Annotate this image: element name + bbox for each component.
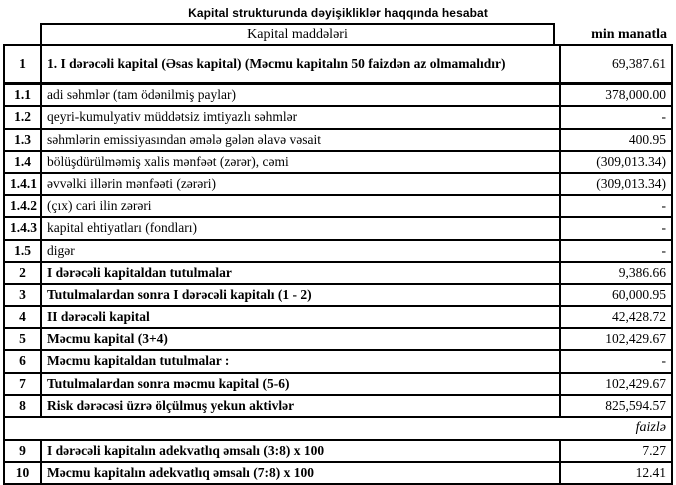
unit-note-row bbox=[4, 417, 672, 440]
row-label-cell: əvvəlki illərin mənfəəti (zərəri) bbox=[41, 173, 560, 195]
row-label-cell: digər bbox=[41, 240, 560, 262]
row-number-cell: 7 bbox=[4, 373, 41, 395]
table-row bbox=[4, 240, 672, 262]
row-value-cell: - bbox=[560, 350, 672, 372]
row-number-cell: 5 bbox=[4, 328, 41, 350]
row-label-cell: II dərəcəli kapital bbox=[41, 306, 560, 328]
table-row bbox=[4, 151, 672, 173]
row-number-cell: 1.4.2 bbox=[4, 195, 41, 217]
row-number-cell: 1.1 bbox=[4, 84, 41, 107]
table-row bbox=[4, 84, 672, 107]
row-value-cell: 378,000.00 bbox=[560, 84, 672, 107]
row-label-cell: səhmlərin emissiyasından əmələ gələn əlavə vəsait bbox=[41, 129, 560, 151]
row-number-cell: 10 bbox=[4, 462, 41, 484]
table-row bbox=[4, 350, 672, 372]
row-label-cell: Məcmu kapital (3+4) bbox=[41, 328, 560, 350]
row-value-cell: 42,428.72 bbox=[560, 306, 672, 328]
table-row bbox=[4, 395, 672, 417]
table-row bbox=[4, 462, 672, 484]
table-row bbox=[4, 217, 672, 239]
table-row bbox=[4, 129, 672, 151]
header-unit-label: min manatla bbox=[591, 27, 667, 42]
row-value-cell: - bbox=[560, 240, 672, 262]
table-row bbox=[4, 106, 672, 128]
row-label-cell: Məcmu kapitaldan tutulmalar : bbox=[41, 350, 560, 372]
report-title: Kapital strukturunda dəyişikliklər haqqında hesabat bbox=[188, 6, 488, 20]
row-value-cell: 9,386.66 bbox=[560, 262, 672, 284]
row-number-cell: 4 bbox=[4, 306, 41, 328]
row-number-cell: 1.2 bbox=[4, 106, 41, 128]
row-number-cell: 6 bbox=[4, 350, 41, 372]
table-header bbox=[3, 23, 673, 44]
row-value-cell: (309,013.34) bbox=[560, 173, 672, 195]
row-number-cell: 1.4 bbox=[4, 151, 41, 173]
row-value-cell: 102,429.67 bbox=[560, 328, 672, 350]
row-label-cell: adi səhmlər (tam ödənilmiş paylar) bbox=[41, 84, 560, 107]
row-number-cell: 1.3 bbox=[4, 129, 41, 151]
row-number-cell: 1.5 bbox=[4, 240, 41, 262]
row-label-cell: Məcmu kapitalın adekvatlıq əmsalı (7:8) x 100 bbox=[41, 462, 560, 484]
row-label-cell: kapital ehtiyatları (fondları) bbox=[41, 217, 560, 239]
table-row bbox=[4, 262, 672, 284]
row-label-cell: Tutulmalardan sonra məcmu kapital (5-6) bbox=[41, 373, 560, 395]
capital-structure-table bbox=[3, 44, 673, 485]
header-spacer-cell bbox=[3, 23, 40, 44]
table-row bbox=[4, 440, 672, 462]
row-label-cell: I dərəcəli kapitalın adekvatlıq əmsalı (3:8) x 100 bbox=[41, 440, 560, 462]
table-row bbox=[4, 306, 672, 328]
row-number-cell: 2 bbox=[4, 262, 41, 284]
row-value-cell: 825,594.57 bbox=[560, 395, 672, 417]
table-row bbox=[4, 195, 672, 217]
row-number-cell: 3 bbox=[4, 284, 41, 306]
row-value-cell: 69,387.61 bbox=[560, 45, 672, 84]
row-label-cell: qeyri-kumulyativ müddətsiz imtiyazlı səhmlər bbox=[41, 106, 560, 128]
row-value-cell: 400.95 bbox=[560, 129, 672, 151]
row-label-cell: Risk dərəcəsi üzrə ölçülmuş yekun aktivlər bbox=[41, 395, 560, 417]
row-value-cell: - bbox=[560, 217, 672, 239]
table-row bbox=[4, 173, 672, 195]
row-value-cell: 12.41 bbox=[560, 462, 672, 484]
row-label-cell: I dərəcəli kapitaldan tutulmalar bbox=[41, 262, 560, 284]
row-value-cell: 102,429.67 bbox=[560, 373, 672, 395]
row-label-cell: bölüşdürülməmiş xalis mənfəət (zərər), cəmi bbox=[41, 151, 560, 173]
row-number-cell: 8 bbox=[4, 395, 41, 417]
row-label-cell: Tutulmalardan sonra I dərəcəli kapitalı (1 - 2) bbox=[41, 284, 560, 306]
table-row bbox=[4, 373, 672, 395]
row-value-cell: (309,013.34) bbox=[560, 151, 672, 173]
row-number-cell: 1.4.1 bbox=[4, 173, 41, 195]
row-number-cell: 1 bbox=[4, 45, 41, 84]
row-number-cell: 9 bbox=[4, 440, 41, 462]
row-label-cell: 1. I dərəcəli kapital (Əsas kapital) (Məcmu kapitalın 50 faizdən az olmamalıdır) bbox=[41, 45, 560, 84]
unit-note-cell: faizlə bbox=[4, 417, 672, 440]
table-row bbox=[4, 45, 672, 84]
header-items-label: Kapital maddələri bbox=[40, 23, 555, 44]
row-value-cell: 7.27 bbox=[560, 440, 672, 462]
table-row bbox=[4, 284, 672, 306]
row-value-cell: - bbox=[560, 106, 672, 128]
row-number-cell: 1.4.3 bbox=[4, 217, 41, 239]
table-body bbox=[4, 45, 672, 484]
row-label-cell: (çıx) cari ilin zərəri bbox=[41, 195, 560, 217]
row-value-cell: 60,000.95 bbox=[560, 284, 672, 306]
row-value-cell: - bbox=[560, 195, 672, 217]
table-row bbox=[4, 328, 672, 350]
